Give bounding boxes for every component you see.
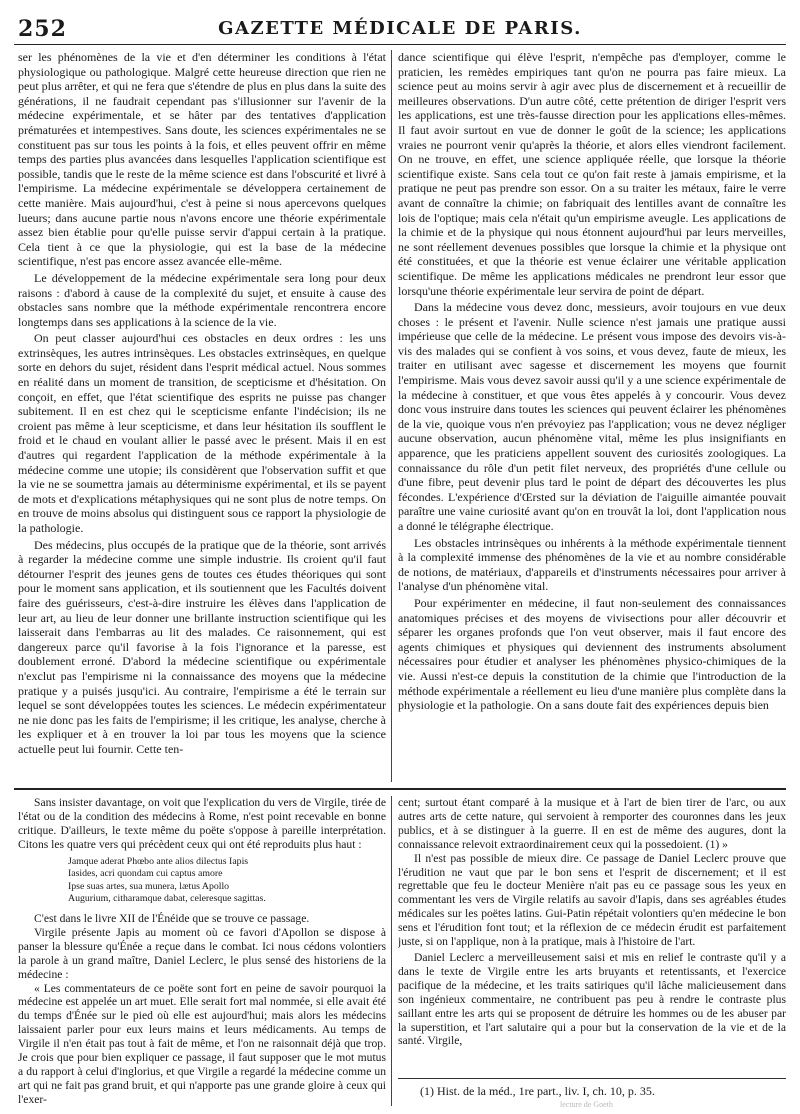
feuilleton-quote: « Les commentateurs de ce poëte sont fort en peine de savoir pourquoi la médecine est appelée un art muet. Elle serait fort mal nommée, si elle avait été du temps d'Énée sur le pied où elle est aujourd'hui; mais alors les médecins laissaient parler pour eux leurs mains et leurs médicaments. Au temps de Virgile il n'en était pas tout à fait de même, et l'on ne raisonnait déjà que trop. Je crois que pour bien expliquer ce passage, il faut supposer que le mot mutus a du rapport à celui d'inglorius, et que Virgile a regardé la médecine comme un art qui ne fait pas grand bruit, et qui n'apporte pas une grande gloire à ceux qui l'exer- — [18, 981, 386, 1106]
feuilleton-paragraph: Il n'est pas possible de mieux dire. Ce passage de Daniel Leclerc prouve que l'érudition ne vaut que par le bon sens et l'esprit de discernement; et il est regrettable que feu le docteur Menière n'ait pas eu ce passage sous les yeux en commentant les vers de Virgile relatifs au savoir d'Iapis, dans ses agréables études médicales sur les poëtes latins. Gui-Patin répétait volontiers qu'en médecine le bon sens et l'érudition font tout; et la réflexion de ce médecin érudit est parfaitement juste, si on l'applique, non à la pratique, mais à l'histoire de l'art. — [398, 851, 786, 949]
article-paragraph: dance scientifique qui élève l'esprit, n'empêche pas d'employer, comme le praticien, les remèdes empiriques tant qu'on ne pourra pas faire mieux. La science peut au moins servir à agir avec plus de discernement et à recueillir de meilleures observations. D'un autre côté, cette prétention de diriger l'esprit vers les applications, est une très-fausse direction pour les applications elles-mêmes. Il faut avoir surtout en vue de donner le goût de la science; les applications vraies ne pourront venir qu'après la théorie, et alors elles viendront facilement. On ne trouve, en effet, une science appliquée réelle, que lorsque la théorie scientifique existe. Sans cela tout ce qu'on fait reste à jamais empirisme, et la pratique ne peut pas prendre son essor. On a su traiter les métaux, faire le verre avant de connaître la chimie; on fabriquait des lentilles avant de connaître les lois de l'optique; mais cela n'était qu'un empirisme aveugle. Les applications de la chimie et de la physique qui nous étonnent aujourd'hui par leurs merveilles, ne sont réellement devenues possibles que lorsque la chimie et la physique ont été constituées, et que la théorie est venue éclairer une véritable application scientifique. De même les applications médicales ne prendront leur essor que lorsqu'une théorie expérimentale leur servira de point de départ. — [398, 50, 786, 298]
verse-line: Augurium, citharamque dabat, celeresque sagittas. — [68, 893, 266, 905]
article-paragraph: Pour expérimenter en médecine, il faut non-seulement des connaissances anatomiques précises et des moyens de vivisections pour aller découvrir et séparer les organes profonds que l'on veut observer, mais il faut encore des agents chimiques et physiques qui deviennent des instruments absolument nécessaires pour étudier et analyser les phénomènes physico-chimiques de la vie. Aussi n'est-ce depuis la constitution de la chimie que l'introduction de la méthode expérimentale a réellement eu lieu d'une manière plus complète dans la physiologie et la pathologie. On a sans doute fait des expériences depuis bien — [398, 595, 786, 713]
article-paragraph: Des médecins, plus occupés de la pratique que de la théorie, sont arrivés à regarder la médecine comme une simple industrie. Ils croient qu'il faut détourner l'esprit des jeunes gens de toutes ces études théoriques qui sont pour le moment sans application, et ils soutiennent que les Facultés doivent faire des guérisseurs, c'est-à-dire instruire les élèves dans l'application de leur art, au lieu de leur donner une brillante instruction scientifique qui les laisserait dans l'embarras au lit des malades. Ce raisonnement, qui est dangereux parce qu'il favorise à la fois l'ignorance et la paresse, est doublement erroné. D'abord la médecine scientifique ou expérimentale n'exclut pas l'empirisme ni la connaissance des moyens que la médecine pratique y a puisés jusqu'ici. Au contraire, l'empirisme a été le terrain sur lequel se sont développées toutes les sciences. Le médecin expérimentateur ne nie donc pas les faits de l'empirisme; il les critique, les analyse, cherche à les expliquer et à en trouver la loi par tous les moyens que la science actuelle peut lui fournir. Cette ten- — [18, 537, 386, 756]
page-number: 252 — [18, 16, 67, 42]
feuilleton-column-divider — [391, 796, 392, 1106]
verse-line: Ipse suas artes, sua munera, lætus Apollo — [68, 880, 230, 892]
article-paragraph: On peut classer aujourd'hui ces obstacles en deux ordres : les uns extrinsèques, les autres intrinsèques. Les obstacles extrinsèques, en quelque sorte en dehors du sujet, résident dans l'esprit médical actuel. Nous sommes en réalité dans un moment de transition, de scepticisme et d'hésitation. On conçoit, en effet, que l'état scientifique des esprits ne puisse pas changer subitement. Il en est chez qui le scepticisme enfante l'indécision; ils ne croient pas même à leur scepticisme, et dans leur hésitation ils soufflent le froid et le chaud en voulant allier le passé avec le présent. Mais il en est d'autres qui regardent l'application de la méthode expérimentale à la médecine comme une utopie; ils considèrent que l'observation suffit et que la vie ne se soumettra jamais au déterminisme expérimental, et ils se payent de mots et d'explications métaphysiques qui ne sont plus de notre temps. On en trouve de moins absolus qui distinguent sous ce rapport la physiologie de la pathologie. — [18, 331, 386, 535]
footnote: (1) Hist. de la méd., 1re part., liv. I, ch. 10, p. 35. — [420, 1084, 655, 1098]
article-paragraph: Les obstacles intrinsèques ou inhérents à la méthode expérimentale tiennent à la complexité immense des phénomènes de la vie et au nombre considérable de notions, de matériaux, d'appareils et d'instruments nécessaires pour arriver à l'analyse d'un phénomène vital. — [398, 535, 786, 594]
latin-verse-quote — [68, 856, 386, 906]
feuilleton-paragraph: Sans insister davantage, on voit que l'explication du vers de Virgile, tirée de l'état ou de la condition des médecins à Rome, n'est point recevable en bonne critique. D'ailleurs, le texte même du poëte s'oppose à pareille interprétation. Citons les quatre vers qui précèdent ceux qui ont été reproduits plus haut : — [18, 796, 386, 851]
feuilleton-rule — [14, 788, 786, 790]
article-paragraph: Le développement de la médecine expérimentale sera long pour deux raisons : d'abord à cause de la complexité du sujet, et ensuite à cause des obstacles sans nombre que la méthode expérimentale rencontrera encore longtemps dans ses applications à la science de la vie. — [18, 270, 386, 329]
feuilleton-paragraph: Daniel Leclerc a merveilleusement saisi et mis en relief le contraste qu'il y a dans le texte de Virgile entre les arts bruyants et retentissants, et l'exercice pacifique de la médecine, et les traits satiriques qu'il lâche malicieusement dans son ingénieux commentaire, ne contribuent pas peu à rendre le contraste plus saillant entre les arts qui se proposent de détruire les hommes ou de les abuser par la superstition, et l'art salutaire qui a pour but la conservation de la vie et de la santé. Virgile, — [398, 950, 786, 1048]
article-paragraph: Dans la médecine vous devez donc, messieurs, avoir toujours en vue deux choses : le présent et l'avenir. Nulle science n'est jamais une pratique aussi impérieuse que celle de la médecine. Le présent vous impose des devoirs vis-à-vis des malades qui se confient à vos soins, et vous devez, faute de mieux, les traiter en utilisant avec sagesse et discernement les moyens que fournit l'empirisme. Mais vous devez savoir aussi qu'il y a une science expérimentale de la médecine à constituer, et que vous êtes appelés à y concourir. Vous devez donc vous instruire dans toutes les sciences qui peuvent éclairer les phénomènes de la vie, quoique vous n'en prévoyiez pas l'application; vous ne devez négliger aucune observation, aucun phénomène vital, même les plus insignifiants en apparence, que les praticiens appellent souvent des curiosités zoologiques. La connaissance du rôle d'un petit filet nerveux, des propriétés d'une cellule ou d'une fibre, peut devenir plus tard le point de départ des découvertes les plus fécondes. L'expérience d'Œrsted sur la déviation de l'aiguille aimantée pouvait paraître une vaine curiosité avant qu'on en trouvât la loi, dont l'application nous a donné le télégraphe électrique. — [398, 300, 786, 533]
article-left-column — [18, 50, 386, 782]
feuilleton-left-column — [18, 796, 386, 1108]
bleed-through-text: lecture de Goeth — [560, 1100, 613, 1109]
feuilleton-paragraph: Virgile présente Japis au moment où ce favori d'Apollon se dispose à panser la blessure qu'Énée a reçue dans le combat. Ici nous cédons volontiers la parole à un grand maître, Daniel Leclerc, le plus sensé des historiens de la médecine : — [18, 925, 386, 981]
footnote-rule — [398, 1078, 786, 1079]
header-rule — [14, 44, 786, 45]
journal-title: GAZETTE MÉDICALE DE PARIS. — [218, 18, 582, 39]
verse-line: Iasides, acri quondam cui captus amore — [68, 868, 223, 880]
page-header — [14, 8, 786, 42]
feuilleton-right-column — [398, 796, 786, 1072]
article-paragraph: ser les phénomènes de la vie et d'en déterminer les conditions à l'état physiologique ou pathologique. Malgré cette heureuse direction que rien ne peut plus arrêter, et qui ne fera que s'étendre de plus en plus dans la suite des générations, il ne faudrait cependant pas s'illusionner sur l'avenir de la médecine expérimentale, et se hâter par des tentatives d'application prématurées et intempestives. Sans doute, les sciences expérimentales ne se constituent pas sur tous les points à la fois, et elles peuvent offrir en même temps des parties plus avancées dans lesquelles l'application scientifique est possible, tandis que le reste de la même science est dans l'obscurité et livré à l'empirisme. La médecine expérimentale se développera certainement de cette manière. Mais aujourd'hui, c'est à peine si nous apercevons quelques lueurs; dans aucune partie nous n'avons encore une théorie expérimentale assez bien établie pour qu'elle puisse servir d'appui certain à la pratique. Cela tient à ce que la physiologie, qui est la base de la médecine scientifique, n'est pas encore assez avancée elle-même. — [18, 50, 386, 269]
article-right-column — [398, 50, 786, 782]
column-divider — [391, 50, 392, 782]
verse-line: Jamque aderat Phœbo ante alios dilectus Iapis — [68, 855, 249, 867]
feuilleton-paragraph: C'est dans le livre XII de l'Énéide que se trouve ce passage. — [34, 912, 310, 925]
feuilleton-paragraph: cent; surtout étant comparé à la musique et à l'art de bien tirer de l'arc, ou aux autres arts de cette nature, qui servoient à remporter des couronnes dans les jeux publics, et à se distinguer à la guerre. Il en est de même des augures, dont la connaissance relevoit extraordinairement ceux qui la possedoient. (1) » — [398, 796, 786, 851]
